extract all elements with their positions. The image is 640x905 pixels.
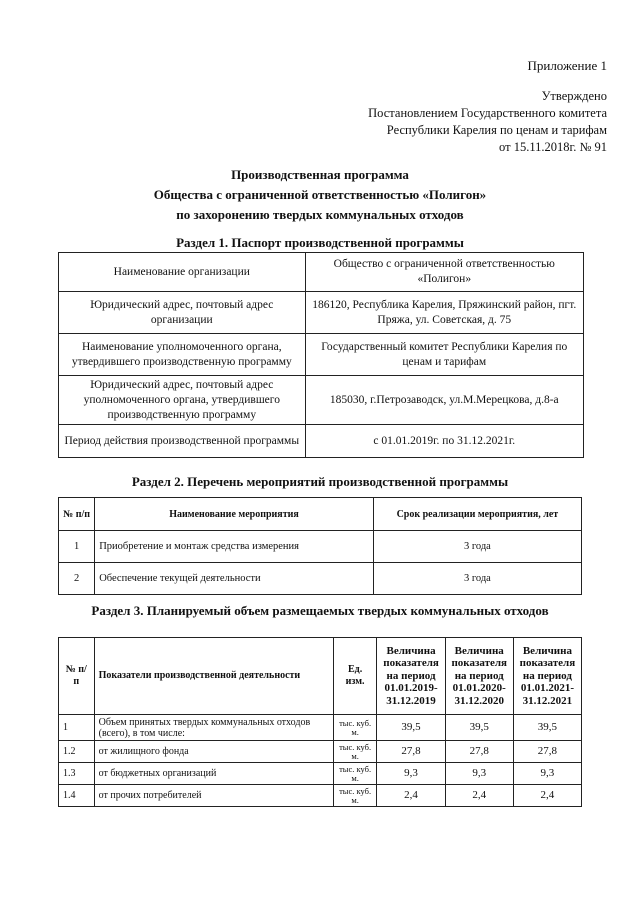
column-header-num: № п/п (59, 498, 95, 531)
column-header-name: Показатели производственной деятельности (94, 638, 333, 715)
passport-label: Юридический адрес, почтовый адрес уполномоченного органа, утвердившего производственную программу (59, 376, 306, 425)
column-header-period-2020: Величина показателя на период 01.01.2020-31.12.2020 (445, 638, 513, 715)
column-header-num: № п/п (59, 638, 95, 715)
passport-value: 185030, г.Петрозаводск, ул.М.Мерецкова, д.8-а (305, 376, 583, 425)
indicator-name: от прочих потребителей (94, 785, 333, 807)
value-2019: 2,4 (377, 785, 445, 807)
table-row (59, 334, 584, 376)
passport-value: Государственный комитет Республики Карелия по ценам и тарифам (305, 334, 583, 376)
row-num: 1.3 (59, 763, 95, 785)
table-row (59, 785, 582, 807)
value-2020: 2,4 (445, 785, 513, 807)
approval-line: Постановлением Государственного комитета (368, 106, 607, 120)
passport-label: Наименование организации (59, 253, 306, 292)
table-row (59, 763, 582, 785)
value-2020: 27,8 (445, 741, 513, 763)
column-header-name: Наименование мероприятия (95, 498, 374, 531)
measure-term: 3 года (373, 531, 581, 563)
unit-cell: тыс. куб. м. (333, 741, 377, 763)
table-row (59, 376, 584, 425)
section2-title: Раздел 2. Перечень мероприятий производственной программы (131, 474, 509, 489)
table-header-row (59, 498, 582, 531)
measure-name: Приобретение и монтаж средства измерения (95, 531, 374, 563)
passport-label: Период действия производственной программы (59, 425, 306, 458)
section3-title: Раздел 3. Планируемый объем размещаемых твердых коммунальных отходов (91, 603, 549, 618)
measures-table (58, 497, 582, 595)
approval-line: Республики Карелия по ценам и тарифам (386, 123, 607, 137)
unit-cell: тыс. куб. м. (333, 763, 377, 785)
value-2019: 9,3 (377, 763, 445, 785)
value-2021: 2,4 (513, 785, 581, 807)
indicator-name: от жилищного фонда (94, 741, 333, 763)
value-2021: 9,3 (513, 763, 581, 785)
table-row (59, 292, 584, 334)
approval-block (368, 88, 607, 156)
passport-value: Общество с ограниченной ответственностью «Полигон» (305, 253, 583, 292)
unit-cell: тыс. куб. м. (333, 785, 377, 807)
passport-value: 186120, Республика Карелия, Пряжинский район, пгт. Пряжа, ул. Советская, д. 75 (305, 292, 583, 334)
table-header-row (59, 638, 582, 715)
table-row (59, 563, 582, 595)
row-num: 1 (59, 531, 95, 563)
value-2021: 39,5 (513, 715, 581, 741)
indicator-name: Объем принятых твердых коммунальных отходов (всего), в том числе: (94, 715, 333, 741)
column-header-unit: Ед. изм. (333, 638, 377, 715)
value-2020: 9,3 (445, 763, 513, 785)
measure-term: 3 года (373, 563, 581, 595)
column-header-term: Срок реализации мероприятия, лет (373, 498, 581, 531)
approval-line: от 15.11.2018г. № 91 (499, 140, 607, 154)
passport-value: с 01.01.2019г. по 31.12.2021г. (305, 425, 583, 458)
passport-table (58, 252, 584, 458)
title-line: Производственная программа (231, 167, 409, 182)
title-line: Общества с ограниченной ответственностью «Полигон» (153, 187, 487, 202)
approval-line: Утверждено (541, 89, 607, 103)
waste-volume-table (58, 637, 582, 807)
column-header-period-2019: Величина показателя на период 01.01.2019-31.12.2019 (377, 638, 445, 715)
table-row (59, 715, 582, 741)
measure-name: Обеспечение текущей деятельности (95, 563, 374, 595)
section1-title: Раздел 1. Паспорт производственной программы (176, 235, 464, 250)
value-2019: 39,5 (377, 715, 445, 741)
column-header-period-2021: Величина показателя на период 01.01.2021-31.12.2021 (513, 638, 581, 715)
title-line: по захоронению твердых коммунальных отходов (176, 207, 464, 222)
table-row (59, 531, 582, 563)
row-num: 2 (59, 563, 95, 595)
document-title (0, 165, 640, 225)
row-num: 1 (59, 715, 95, 741)
table-row (59, 741, 582, 763)
unit-cell: тыс. куб. м. (333, 715, 377, 741)
value-2020: 39,5 (445, 715, 513, 741)
value-2019: 27,8 (377, 741, 445, 763)
appendix-label: Приложение 1 (527, 58, 607, 73)
passport-label: Юридический адрес, почтовый адрес организации (59, 292, 306, 334)
passport-label: Наименование уполномоченного органа, утвердившего производственную программу (59, 334, 306, 376)
row-num: 1.2 (59, 741, 95, 763)
row-num: 1.4 (59, 785, 95, 807)
indicator-name: от бюджетных организаций (94, 763, 333, 785)
table-row (59, 425, 584, 458)
table-row (59, 253, 584, 292)
value-2021: 27,8 (513, 741, 581, 763)
